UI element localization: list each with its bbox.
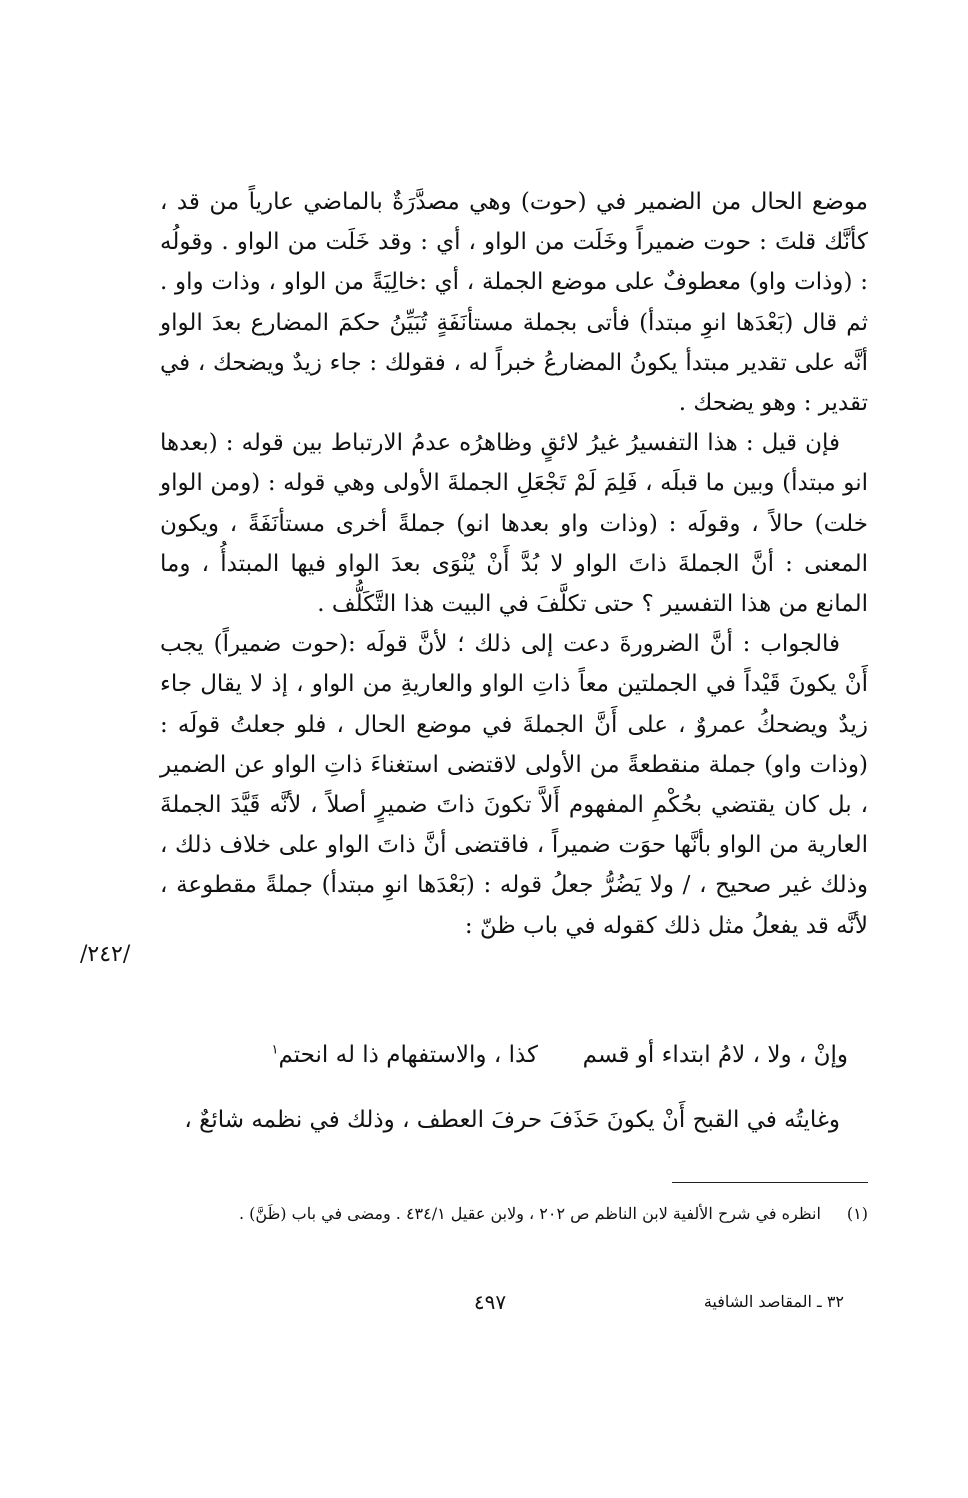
main-text xyxy=(160,182,868,946)
printer-signature: ٣٢ ـ المقاصد الشافية xyxy=(703,1292,844,1311)
verse-line xyxy=(160,1042,868,1082)
footnote-text: انظره في شرح الألفية لابن الناظم ص ٢٠٢ ، ولابن عقيل ٤٣٤/١ . ومضى في باب (ظَنَّ) . xyxy=(238,1204,821,1223)
continuation-line: وغايتُه في القبح أَنْ يكونَ حَذَفَ حرفَ العطف ، وذلك في نظمه شائعٌ ، xyxy=(184,1107,840,1133)
footnote xyxy=(160,1204,868,1223)
paragraph-1: موضع الحال من الضمير في (حوت) وهي مصدَّرَةٌ بالماضي عارياً من قد ، كأنَّك قلتَ : حوت ضميراً وخَلَت من الواو ، أي : وقد خَلَت من الواو . وقولُه : (وذات واو) معطوفٌ على موضع الجملة ، أي :خالِيَةً من الواو ، وذات واو . ثم قال (بَعْدَها انوِ مبتدأ) فأتى بجملة مستأنَفَةٍ تُبَيِّنُ حكمَ المضارع بعدَ الواو أنَّه على تقدير مبتدأ يكونُ المضارعُ خبراً له ، فقولك : جاء زيدٌ ويضحك ، في تقدير : وهو يضحك . xyxy=(160,189,868,417)
verse-hemistich-2: كذا ، والاستفهام ذا له انحتم$^١$ xyxy=(271,1042,538,1068)
paragraph-3: فالجواب : أنَّ الضرورةَ دعت إلى ذلك ؛ لأنَّ قولَه :(حوت ضميراً) يجب أَنْ يكونَ قَيْداً في الجملتين معاً ذاتِ الواو والعاريةِ من الواو ، إذ لا يقال جاء زيدٌ ويضحكُ عمروٌ ، على أَنَّ الجملةَ في موضع الحال ، فلو جعلتُ قولَه : (وذات واو) جملة منقطعةً من الأولى لاقتضى استغناءَ ذاتِ الواو عن الضمير ، بل كان يقتضي بحُكْمِ المفهوم أَلاَّ تكونَ ذاتَ ضميرٍ أصلاً ، لأنَّه قَيَّدَ الجملةَ العارية من الواو بأنَّها حوَت ضميراً ، فاقتضى أنَّ ذاتَ الواو على خلاف ذلك ، وذلك غير صحيح ، / ولا يَضُرُّ جعلُ قوله : (بَعْدَها انوِ مبتدأ) جملةً مقطوعة ، لأنَّه قد يفعلُ مثل ذلك كقوله في باب ظنّ : xyxy=(160,631,868,939)
footnote-number: (١) xyxy=(846,1204,868,1223)
verse-hemistich-1: وإنْ ، ولا ، لامُ ابتداء أو قسم xyxy=(582,1042,848,1068)
footnote-marker: ١ xyxy=(271,1042,279,1058)
manuscript-folio-marker: /٢٤٢/ xyxy=(80,942,131,967)
page-number: ٤٩٧ xyxy=(473,1290,507,1314)
paragraph-2: فإن قيل : هذا التفسيرُ غيرُ لائقٍ وظاهرُه عدمُ الارتباط بين قوله : (بعدها انو مبتدأ) وبين ما قبلَه ، فَلِمَ لَمْ تَجْعَلِ الجملةَ الأولى وهي قوله : (ومن الواو خلت) حالاً ، وقولَه : (وذات واو بعدها انو) جملةً أخرى مستأنَفَةً ، ويكون المعنى : أنَّ الجملةَ ذاتَ الواو لا بُدَّ أَنْ يُنْوَى بعدَ الواو فيها المبتدأُ ، وما المانع من هذا التفسير ؟ حتى تكلَّفَ في البيت هذا التَّكَلُّف . xyxy=(160,430,868,618)
footnote-separator xyxy=(672,1182,868,1183)
